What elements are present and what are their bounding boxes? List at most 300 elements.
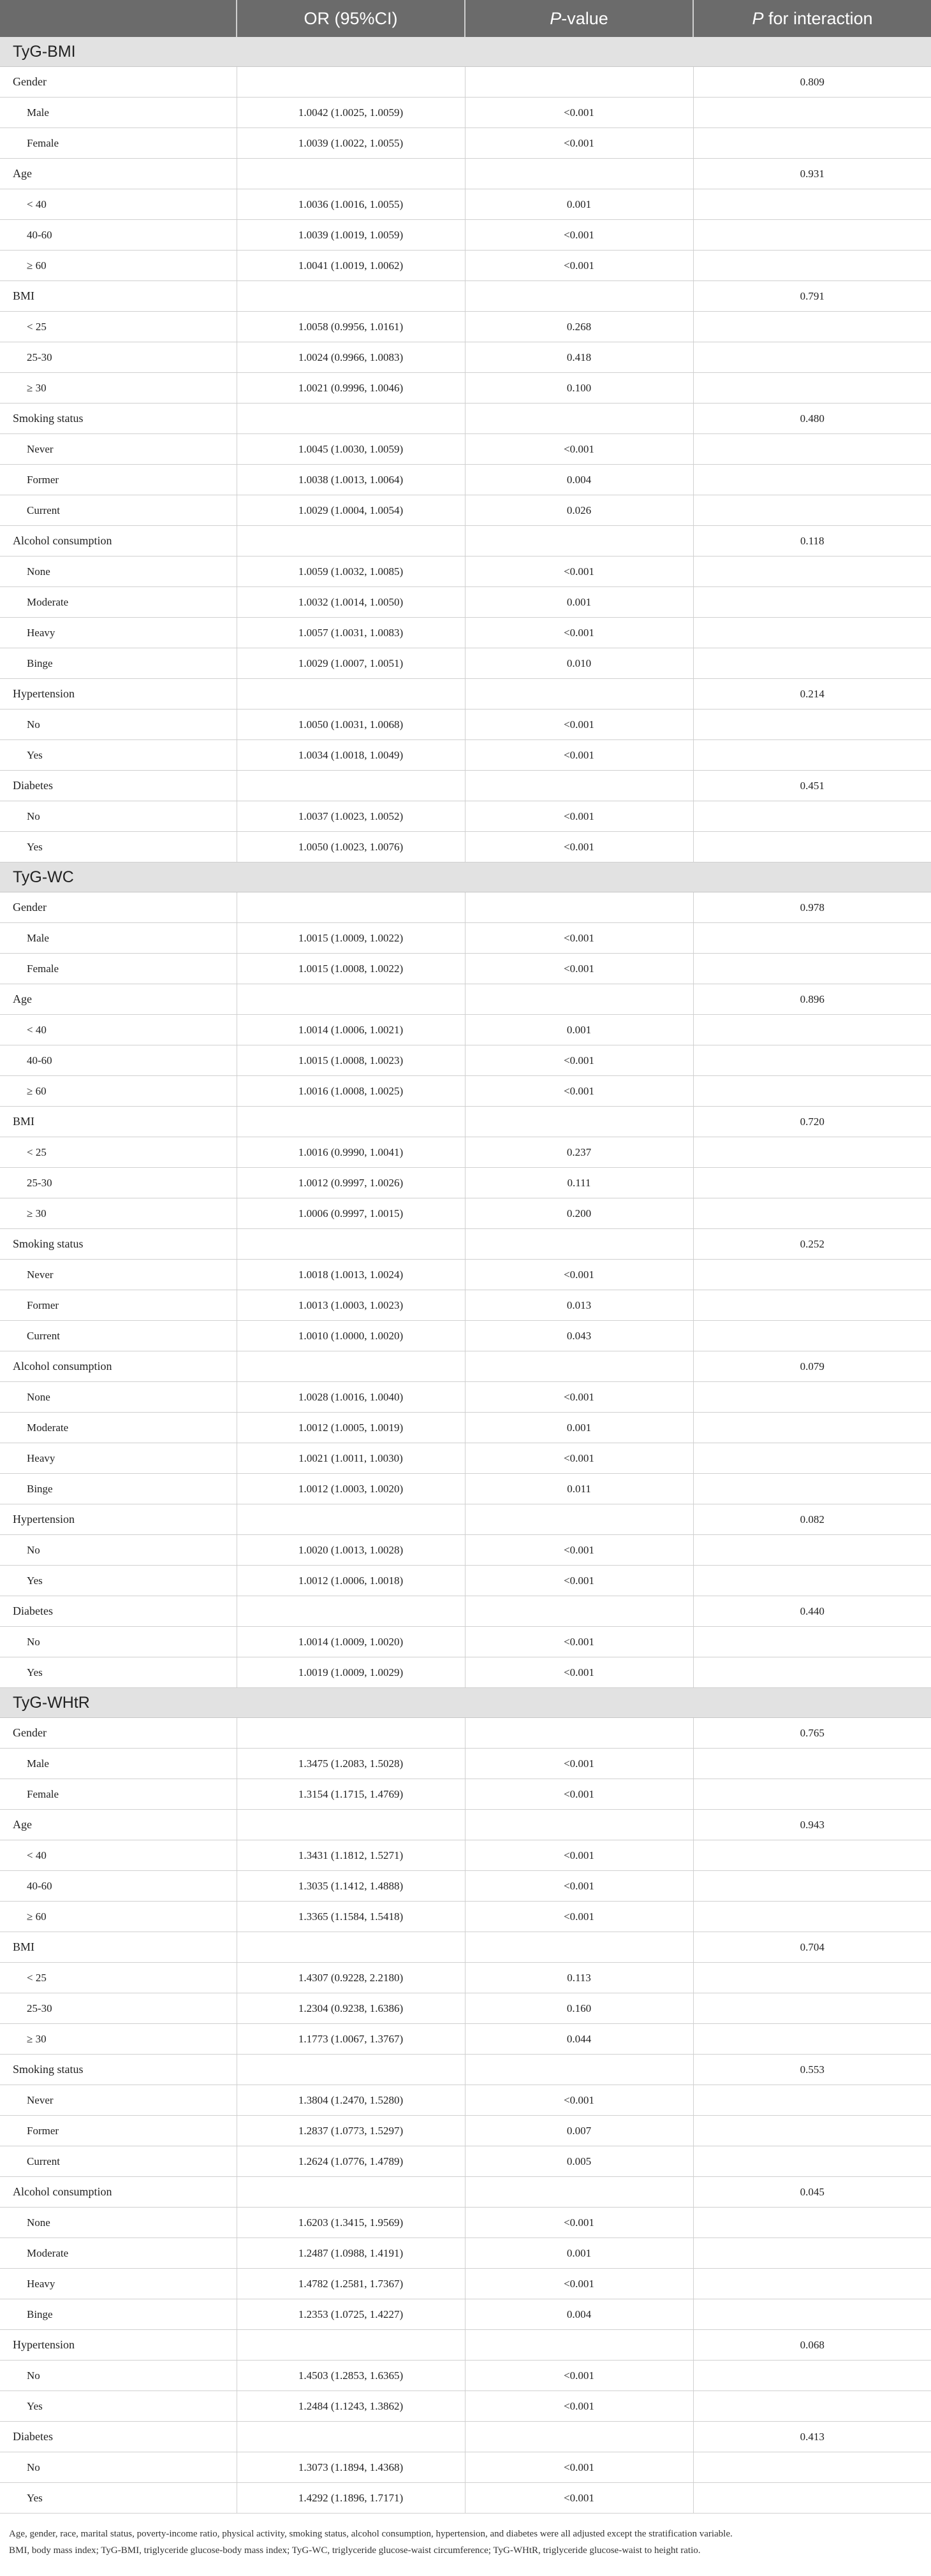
p-interaction-empty xyxy=(693,557,931,587)
group-pvalue-empty xyxy=(465,679,693,709)
or-ci: 1.0057 (1.0031, 1.0083) xyxy=(237,618,465,648)
p-interaction-empty xyxy=(693,1566,931,1596)
or-ci: 1.0006 (0.9997, 1.0015) xyxy=(237,1198,465,1229)
table-row xyxy=(0,2299,931,2330)
group-pvalue-empty xyxy=(465,1504,693,1535)
header-pinteraction xyxy=(693,0,931,37)
group-pvalue-empty xyxy=(465,892,693,923)
group-or-empty xyxy=(237,984,465,1015)
subgroup-label: Female xyxy=(0,954,237,984)
group-pvalue-empty xyxy=(465,2177,693,2208)
p-interaction: 0.896 xyxy=(693,984,931,1015)
p-interaction-empty xyxy=(693,1321,931,1351)
p-interaction-empty xyxy=(693,465,931,495)
p-interaction: 0.252 xyxy=(693,1229,931,1260)
subgroup-label: ≥ 60 xyxy=(0,1902,237,1932)
table-row xyxy=(0,1443,931,1474)
p-value: <0.001 xyxy=(465,2208,693,2238)
p-value: <0.001 xyxy=(465,618,693,648)
or-ci: 1.0037 (1.0023, 1.0052) xyxy=(237,801,465,832)
group-or-empty xyxy=(237,679,465,709)
p-interaction-empty xyxy=(693,709,931,740)
subgroup-label: Female xyxy=(0,128,237,159)
p-interaction-empty xyxy=(693,1993,931,2024)
p-value: <0.001 xyxy=(465,1779,693,1810)
table-row xyxy=(0,495,931,526)
p-interaction-empty xyxy=(693,220,931,251)
p-interaction-empty xyxy=(693,342,931,373)
subgroup-label: No xyxy=(0,2452,237,2483)
group-or-empty xyxy=(237,1107,465,1137)
p-value: <0.001 xyxy=(465,954,693,984)
group-row xyxy=(0,159,931,189)
or-ci: 1.0034 (1.0018, 1.0049) xyxy=(237,740,465,771)
p-value: <0.001 xyxy=(465,1902,693,1932)
p-value: <0.001 xyxy=(465,2452,693,2483)
p-value: 0.004 xyxy=(465,465,693,495)
p-interaction-empty xyxy=(693,1076,931,1107)
or-ci: 1.0029 (1.0004, 1.0054) xyxy=(237,495,465,526)
table-row xyxy=(0,1779,931,1810)
p-interaction: 0.553 xyxy=(693,2055,931,2085)
group-pvalue-empty xyxy=(465,159,693,189)
group-row xyxy=(0,1718,931,1749)
subgroup-label: ≥ 30 xyxy=(0,373,237,404)
subgroup-label: None xyxy=(0,1382,237,1413)
table-row xyxy=(0,587,931,618)
or-ci: 1.0058 (0.9956, 1.0161) xyxy=(237,312,465,342)
subgroup-label: Heavy xyxy=(0,1443,237,1474)
table-row xyxy=(0,1260,931,1290)
or-ci: 1.2484 (1.1243, 1.3862) xyxy=(237,2391,465,2422)
p-interaction: 0.082 xyxy=(693,1504,931,1535)
or-ci: 1.0050 (1.0023, 1.0076) xyxy=(237,832,465,862)
table-row xyxy=(0,251,931,281)
subgroup-label: Yes xyxy=(0,740,237,771)
subgroup-label: No xyxy=(0,1627,237,1657)
section-title: TyG-WC xyxy=(0,862,931,892)
or-ci: 1.4307 (0.9228, 2.2180) xyxy=(237,1963,465,1993)
p-interaction-empty xyxy=(693,1963,931,1993)
p-value: <0.001 xyxy=(465,220,693,251)
table-row xyxy=(0,1993,931,2024)
p-interaction: 0.413 xyxy=(693,2422,931,2452)
or-ci: 1.0032 (1.0014, 1.0050) xyxy=(237,587,465,618)
group-pvalue-empty xyxy=(465,1596,693,1627)
table-row xyxy=(0,2269,931,2299)
or-ci: 1.3475 (1.2083, 1.5028) xyxy=(237,1749,465,1779)
p-interaction-empty xyxy=(693,2483,931,2514)
subgroup-label: < 25 xyxy=(0,312,237,342)
or-ci: 1.0018 (1.0013, 1.0024) xyxy=(237,1260,465,1290)
group-or-empty xyxy=(237,67,465,98)
table-row xyxy=(0,2208,931,2238)
or-ci: 1.4292 (1.1896, 1.7171) xyxy=(237,2483,465,2514)
p-value: <0.001 xyxy=(465,2361,693,2391)
p-interaction: 0.765 xyxy=(693,1718,931,1749)
subgroup-label: Heavy xyxy=(0,618,237,648)
table-row xyxy=(0,923,931,954)
subgroup-label: 40-60 xyxy=(0,1045,237,1076)
group-row xyxy=(0,1351,931,1382)
group-or-empty xyxy=(237,1229,465,1260)
group-or-empty xyxy=(237,2055,465,2085)
p-interaction-empty xyxy=(693,923,931,954)
group-pvalue-empty xyxy=(465,2330,693,2361)
or-ci: 1.1773 (1.0067, 1.3767) xyxy=(237,2024,465,2055)
p-value: 0.001 xyxy=(465,1413,693,1443)
or-ci: 1.0036 (1.0016, 1.0055) xyxy=(237,189,465,220)
table-row xyxy=(0,2116,931,2146)
table-row xyxy=(0,434,931,465)
table-row xyxy=(0,2024,931,2055)
header-or: OR (95%CI) xyxy=(237,0,465,37)
group-pvalue-empty xyxy=(465,1107,693,1137)
p-interaction-empty xyxy=(693,373,931,404)
group-name: Smoking status xyxy=(0,1229,237,1260)
subgroup-label: Heavy xyxy=(0,2269,237,2299)
table-row xyxy=(0,1413,931,1443)
p-value: 0.001 xyxy=(465,189,693,220)
p-interaction-empty xyxy=(693,2269,931,2299)
or-ci: 1.0010 (1.0000, 1.0020) xyxy=(237,1321,465,1351)
p-interaction-empty xyxy=(693,1627,931,1657)
group-pvalue-empty xyxy=(465,2055,693,2085)
group-pvalue-empty xyxy=(465,1932,693,1963)
or-ci: 1.0050 (1.0031, 1.0068) xyxy=(237,709,465,740)
p-value: 0.200 xyxy=(465,1198,693,1229)
group-or-empty xyxy=(237,1504,465,1535)
or-ci: 1.0016 (1.0008, 1.0025) xyxy=(237,1076,465,1107)
subgroup-label: No xyxy=(0,709,237,740)
group-row xyxy=(0,1229,931,1260)
subgroup-label: Moderate xyxy=(0,1413,237,1443)
table-row xyxy=(0,1474,931,1504)
or-ci: 1.0014 (1.0009, 1.0020) xyxy=(237,1627,465,1657)
table-row xyxy=(0,557,931,587)
p-interaction-empty xyxy=(693,2116,931,2146)
header-row xyxy=(0,0,931,37)
table-row xyxy=(0,1045,931,1076)
or-ci: 1.0024 (0.9966, 1.0083) xyxy=(237,342,465,373)
subgroup-label: No xyxy=(0,801,237,832)
p-value: <0.001 xyxy=(465,801,693,832)
group-name: Alcohol consumption xyxy=(0,1351,237,1382)
subgroup-label: Male xyxy=(0,923,237,954)
subgroup-label: Former xyxy=(0,465,237,495)
p-value: <0.001 xyxy=(465,1840,693,1871)
p-interaction-empty xyxy=(693,1045,931,1076)
subgroup-label: ≥ 60 xyxy=(0,251,237,281)
group-row xyxy=(0,526,931,557)
p-interaction: 0.045 xyxy=(693,2177,931,2208)
or-ci: 1.0042 (1.0025, 1.0059) xyxy=(237,98,465,128)
group-pvalue-empty xyxy=(465,404,693,434)
subgroup-label: Binge xyxy=(0,1474,237,1504)
subgroup-label: Former xyxy=(0,1290,237,1321)
p-value: <0.001 xyxy=(465,740,693,771)
subgroup-label: Yes xyxy=(0,1657,237,1688)
group-row xyxy=(0,1932,931,1963)
subgroup-label: Never xyxy=(0,1260,237,1290)
p-value: <0.001 xyxy=(465,1045,693,1076)
p-interaction-empty xyxy=(693,2146,931,2177)
section-title: TyG-BMI xyxy=(0,37,931,67)
p-value: <0.001 xyxy=(465,2391,693,2422)
p-interaction-empty xyxy=(693,740,931,771)
p-value: <0.001 xyxy=(465,1260,693,1290)
p-interaction: 0.943 xyxy=(693,1810,931,1840)
p-value: <0.001 xyxy=(465,923,693,954)
p-interaction-empty xyxy=(693,2452,931,2483)
p-value: 0.237 xyxy=(465,1137,693,1168)
p-interaction-empty xyxy=(693,1535,931,1566)
section-row xyxy=(0,862,931,892)
table-row xyxy=(0,832,931,862)
group-name: Gender xyxy=(0,67,237,98)
table-row xyxy=(0,98,931,128)
p-interaction: 0.809 xyxy=(693,67,931,98)
p-interaction-empty xyxy=(693,801,931,832)
table-row xyxy=(0,1840,931,1871)
group-pvalue-empty xyxy=(465,67,693,98)
p-value: 0.005 xyxy=(465,2146,693,2177)
or-ci: 1.4503 (1.2853, 1.6365) xyxy=(237,2361,465,2391)
or-ci: 1.0016 (0.9990, 1.0041) xyxy=(237,1137,465,1168)
p-value: 0.100 xyxy=(465,373,693,404)
p-interaction: 0.451 xyxy=(693,771,931,801)
p-value: <0.001 xyxy=(465,1535,693,1566)
group-or-empty xyxy=(237,2330,465,2361)
p-interaction: 0.440 xyxy=(693,1596,931,1627)
group-name: BMI xyxy=(0,1107,237,1137)
group-row xyxy=(0,2330,931,2361)
group-name: BMI xyxy=(0,1932,237,1963)
subgroup-label: Yes xyxy=(0,1566,237,1596)
subgroup-label: < 40 xyxy=(0,1840,237,1871)
p-interaction-empty xyxy=(693,1413,931,1443)
section-row xyxy=(0,37,931,67)
p-interaction-empty xyxy=(693,587,931,618)
group-name: Hypertension xyxy=(0,1504,237,1535)
group-or-empty xyxy=(237,526,465,557)
group-name: Gender xyxy=(0,1718,237,1749)
p-value: 0.268 xyxy=(465,312,693,342)
table-row xyxy=(0,1168,931,1198)
group-row xyxy=(0,1107,931,1137)
group-name: Age xyxy=(0,159,237,189)
or-ci: 1.3035 (1.1412, 1.4888) xyxy=(237,1871,465,1902)
p-interaction-empty xyxy=(693,1749,931,1779)
p-interaction-empty xyxy=(693,128,931,159)
subgroup-label: No xyxy=(0,2361,237,2391)
p-interaction-empty xyxy=(693,1657,931,1688)
p-interaction-empty xyxy=(693,2299,931,2330)
p-value: 0.111 xyxy=(465,1168,693,1198)
p-value: <0.001 xyxy=(465,1627,693,1657)
subgroup-label: Never xyxy=(0,2085,237,2116)
p-interaction-empty xyxy=(693,1137,931,1168)
p-interaction-empty xyxy=(693,832,931,862)
subgroup-label: < 40 xyxy=(0,1015,237,1045)
p-interaction-empty xyxy=(693,1382,931,1413)
group-pvalue-empty xyxy=(465,1229,693,1260)
or-ci: 1.0012 (1.0005, 1.0019) xyxy=(237,1413,465,1443)
group-pvalue-empty xyxy=(465,2422,693,2452)
group-row xyxy=(0,984,931,1015)
table-row xyxy=(0,2452,931,2483)
table-row xyxy=(0,740,931,771)
p-interaction-empty xyxy=(693,1290,931,1321)
p-interaction-empty xyxy=(693,2361,931,2391)
p-value: <0.001 xyxy=(465,709,693,740)
p-value: 0.044 xyxy=(465,2024,693,2055)
or-ci: 1.0015 (1.0009, 1.0022) xyxy=(237,923,465,954)
p-interaction-empty xyxy=(693,1015,931,1045)
or-ci: 1.0059 (1.0032, 1.0085) xyxy=(237,557,465,587)
table-row xyxy=(0,1535,931,1566)
p-value: <0.001 xyxy=(465,1382,693,1413)
p-interaction-empty xyxy=(693,1443,931,1474)
or-ci: 1.0014 (1.0006, 1.0021) xyxy=(237,1015,465,1045)
p-value: <0.001 xyxy=(465,128,693,159)
p-interaction: 0.118 xyxy=(693,526,931,557)
or-ci: 1.0019 (1.0009, 1.0029) xyxy=(237,1657,465,1688)
subgroup-label: Binge xyxy=(0,648,237,679)
group-or-empty xyxy=(237,159,465,189)
p-interaction-empty xyxy=(693,495,931,526)
subgroup-label: Current xyxy=(0,495,237,526)
p-value: <0.001 xyxy=(465,2269,693,2299)
group-pvalue-empty xyxy=(465,1351,693,1382)
group-name: Alcohol consumption xyxy=(0,2177,237,2208)
table-row xyxy=(0,1749,931,1779)
p-value: <0.001 xyxy=(465,1566,693,1596)
subgroup-label: Former xyxy=(0,2116,237,2146)
or-ci: 1.0012 (0.9997, 1.0026) xyxy=(237,1168,465,1198)
p-value: <0.001 xyxy=(465,251,693,281)
or-ci: 1.3804 (1.2470, 1.5280) xyxy=(237,2085,465,2116)
group-or-empty xyxy=(237,1810,465,1840)
header-pvalue-italic: P xyxy=(550,8,562,28)
header-subgroup xyxy=(0,0,237,37)
table-row xyxy=(0,373,931,404)
group-or-empty xyxy=(237,1596,465,1627)
or-ci: 1.2353 (1.0725, 1.4227) xyxy=(237,2299,465,2330)
table-row xyxy=(0,312,931,342)
group-name: Diabetes xyxy=(0,2422,237,2452)
group-or-empty xyxy=(237,1351,465,1382)
p-interaction-empty xyxy=(693,189,931,220)
or-ci: 1.6203 (1.3415, 1.9569) xyxy=(237,2208,465,2238)
subgroup-label: No xyxy=(0,1535,237,1566)
or-ci: 1.3073 (1.1894, 1.4368) xyxy=(237,2452,465,2483)
subgroup-label: Moderate xyxy=(0,2238,237,2269)
or-ci: 1.0020 (1.0013, 1.0028) xyxy=(237,1535,465,1566)
p-interaction: 0.720 xyxy=(693,1107,931,1137)
table-row xyxy=(0,128,931,159)
table-row xyxy=(0,1902,931,1932)
header-pvalue xyxy=(465,0,693,37)
p-interaction-empty xyxy=(693,1198,931,1229)
or-ci: 1.0039 (1.0019, 1.0059) xyxy=(237,220,465,251)
p-value: 0.160 xyxy=(465,1993,693,2024)
subgroup-label: 25-30 xyxy=(0,1993,237,2024)
group-or-empty xyxy=(237,404,465,434)
table-row xyxy=(0,1321,931,1351)
p-interaction-empty xyxy=(693,954,931,984)
p-interaction-empty xyxy=(693,1260,931,1290)
p-value: 0.011 xyxy=(465,1474,693,1504)
table-row xyxy=(0,2238,931,2269)
group-row xyxy=(0,281,931,312)
p-value: 0.013 xyxy=(465,1290,693,1321)
group-or-empty xyxy=(237,1932,465,1963)
group-row xyxy=(0,2055,931,2085)
subgroup-label: Male xyxy=(0,1749,237,1779)
p-value: <0.001 xyxy=(465,1076,693,1107)
table-row xyxy=(0,801,931,832)
subgroup-label: Moderate xyxy=(0,587,237,618)
subgroup-label: Yes xyxy=(0,832,237,862)
p-interaction: 0.704 xyxy=(693,1932,931,1963)
or-ci: 1.0038 (1.0013, 1.0064) xyxy=(237,465,465,495)
p-interaction: 0.791 xyxy=(693,281,931,312)
p-value: 0.043 xyxy=(465,1321,693,1351)
subgroup-label: Binge xyxy=(0,2299,237,2330)
p-interaction-empty xyxy=(693,618,931,648)
or-ci: 1.3431 (1.1812, 1.5271) xyxy=(237,1840,465,1871)
p-value: 0.418 xyxy=(465,342,693,373)
p-interaction-empty xyxy=(693,1168,931,1198)
or-ci: 1.0015 (1.0008, 1.0023) xyxy=(237,1045,465,1076)
subgroup-label: 25-30 xyxy=(0,1168,237,1198)
table-row xyxy=(0,1382,931,1413)
group-row xyxy=(0,67,931,98)
group-row xyxy=(0,404,931,434)
subgroup-label: Female xyxy=(0,1779,237,1810)
group-row xyxy=(0,1810,931,1840)
or-ci: 1.0021 (0.9996, 1.0046) xyxy=(237,373,465,404)
subgroup-label: Yes xyxy=(0,2483,237,2514)
p-value: 0.026 xyxy=(465,495,693,526)
p-interaction: 0.480 xyxy=(693,404,931,434)
p-value: <0.001 xyxy=(465,1443,693,1474)
p-interaction-empty xyxy=(693,1840,931,1871)
footnote-abbreviations: BMI, body mass index; TyG-BMI, triglyceride glucose-body mass index; TyG-WC, triglyceride glucose-waist circumference; TyG-WHtR, triglyceride glucose-waist to height ratio. xyxy=(9,2545,701,2556)
group-pvalue-empty xyxy=(465,281,693,312)
group-row xyxy=(0,771,931,801)
subgroup-label: Yes xyxy=(0,2391,237,2422)
or-ci: 1.0045 (1.0030, 1.0059) xyxy=(237,434,465,465)
table-row xyxy=(0,1198,931,1229)
or-ci: 1.0012 (1.0006, 1.0018) xyxy=(237,1566,465,1596)
or-ci: 1.2487 (1.0988, 1.4191) xyxy=(237,2238,465,2269)
table-row xyxy=(0,1963,931,1993)
group-row xyxy=(0,679,931,709)
group-name: Age xyxy=(0,984,237,1015)
table-row xyxy=(0,2391,931,2422)
p-value: 0.001 xyxy=(465,2238,693,2269)
table-row xyxy=(0,709,931,740)
table-row xyxy=(0,1657,931,1688)
subgroup-label: 40-60 xyxy=(0,1871,237,1902)
p-value: <0.001 xyxy=(465,434,693,465)
subgroup-label: None xyxy=(0,2208,237,2238)
p-interaction: 0.079 xyxy=(693,1351,931,1382)
p-value: <0.001 xyxy=(465,1657,693,1688)
or-ci: 1.0028 (1.0016, 1.0040) xyxy=(237,1382,465,1413)
